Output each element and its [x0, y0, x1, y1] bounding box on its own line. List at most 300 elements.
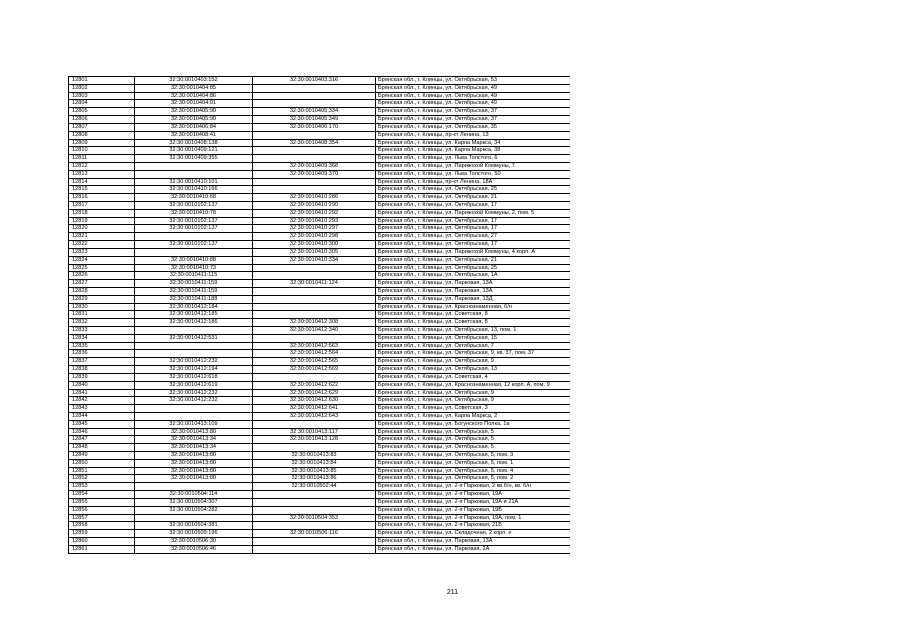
- address-cell: Брянская обл., г. Клинцы, ул. Октябрьская, 9, кв. 37, пом. 37: [376, 350, 571, 358]
- cadastral-number-land-cell: 32:30:0010504:282: [135, 506, 253, 514]
- address-cell: Брянская обл., г. Клинцы, ул. Парковая, 2А: [376, 545, 571, 553]
- row-number-cell: 12860: [69, 537, 135, 545]
- table-row: [69, 162, 571, 170]
- cadastral-number-object-cell: [253, 545, 376, 553]
- cadastral-number-land-cell: 32:30:0010405:90: [135, 108, 253, 116]
- address-cell: Брянская обл., г. Клинцы, ул. Октябрьская, 27: [376, 233, 571, 241]
- cadastral-number-object-cell: [253, 491, 376, 499]
- cadastral-number-land-cell: [135, 162, 253, 170]
- address-cell: Брянская обл., г. Клинцы, ул. Карла Маркса, 2: [376, 412, 571, 420]
- cadastral-number-land-cell: 32:30:0010410:78: [135, 209, 253, 217]
- table-row: [69, 248, 571, 256]
- table-row: [69, 155, 571, 163]
- address-cell: Брянская обл., г. Клинцы, пр-кт Ленина, 13: [376, 131, 571, 139]
- row-number-cell: 12849: [69, 452, 135, 460]
- cadastral-number-object-cell: 32:30:0010502:44: [253, 483, 376, 491]
- cadastral-number-object-cell: [253, 506, 376, 514]
- cadastral-number-object-cell: 32:30:0010410:305: [253, 248, 376, 256]
- cadastral-number-land-cell: 32:30:0010412:184: [135, 303, 253, 311]
- cadastral-number-land-cell: 32:30:0010413:34: [135, 444, 253, 452]
- address-cell: Брянская обл., г. Клинцы, ул. 2-я Парковая, 19А: [376, 491, 571, 499]
- address-cell: Брянская обл., г. Клинцы, ул. Октябрьская, 17: [376, 225, 571, 233]
- address-cell: Брянская обл., г. Клинцы, ул. Октябрьская, 9: [376, 389, 571, 397]
- table-row: [69, 225, 571, 233]
- address-cell: Брянская обл., г. Клинцы, ул. Октябрьская, 5: [376, 428, 571, 436]
- cadastral-number-land-cell: 32:30:0010413:109: [135, 420, 253, 428]
- address-cell: Брянская обл., г. Клинцы, ул. Октябрьская, 21: [376, 194, 571, 202]
- address-cell: Брянская обл., г. Клинцы, ул. 2-я Парковая, 21Б: [376, 522, 571, 530]
- row-number-cell: 12817: [69, 202, 135, 210]
- row-number-cell: 12857: [69, 514, 135, 522]
- row-number-cell: 12843: [69, 405, 135, 413]
- table-row: [69, 272, 571, 280]
- table-row: [69, 280, 571, 288]
- table-row: [69, 444, 571, 452]
- cadastral-number-object-cell: [253, 100, 376, 108]
- address-cell: Брянская обл., г. Клинцы, ул. Краснознаменная, б/н: [376, 303, 571, 311]
- address-cell: Брянская обл., г. Клинцы, ул. Октябрьская, 5, пом. 3: [376, 452, 571, 460]
- cadastral-number-land-cell: 32:30:0010408:41: [135, 131, 253, 139]
- cadastral-number-object-cell: [253, 84, 376, 92]
- cadastral-number-object-cell: 32:30:0010410:293: [253, 217, 376, 225]
- row-number-cell: 12818: [69, 209, 135, 217]
- cadastral-number-object-cell: [253, 334, 376, 342]
- table-row: [69, 412, 571, 420]
- table-row: [69, 334, 571, 342]
- registry-table-body: [69, 77, 571, 554]
- row-number-cell: 12853: [69, 483, 135, 491]
- cadastral-number-object-cell: 32:30:0010410:292: [253, 209, 376, 217]
- cadastral-number-land-cell: [135, 405, 253, 413]
- address-cell: Брянская обл., г. Клинцы, ул. Карла Маркса, 34: [376, 139, 571, 147]
- row-number-cell: 12829: [69, 295, 135, 303]
- cadastral-number-object-cell: [253, 287, 376, 295]
- table-row: [69, 452, 571, 460]
- cadastral-number-object-cell: [253, 311, 376, 319]
- cadastral-number-land-cell: 32:30:0010413:80: [135, 475, 253, 483]
- table-row: [69, 491, 571, 499]
- cadastral-number-object-cell: 32:30:0010410:297: [253, 225, 376, 233]
- table-row: [69, 514, 571, 522]
- address-cell: Брянская обл., г. Клинцы, ул. Октябрьская, 49: [376, 92, 571, 100]
- cadastral-number-land-cell: 32:30:0010102:137: [135, 225, 253, 233]
- table-row: [69, 92, 571, 100]
- table-row: [69, 498, 571, 506]
- address-cell: Брянская обл., г. Клинцы, ул. Октябрьская, 5, пом. 4: [376, 467, 571, 475]
- address-cell: Брянская обл., г. Клинцы, ул. Октябрьская, 21: [376, 256, 571, 264]
- cadastral-number-object-cell: [253, 147, 376, 155]
- row-number-cell: 12815: [69, 186, 135, 194]
- cadastral-number-object-cell: 32:30:0010413:86: [253, 475, 376, 483]
- cadastral-number-land-cell: 32:30:0010403:152: [135, 77, 253, 85]
- registry-table: [68, 76, 570, 554]
- cadastral-number-land-cell: 32:30:0010412:232: [135, 397, 253, 405]
- cadastral-number-land-cell: 32:30:0010102:137: [135, 241, 253, 249]
- table-row: [69, 186, 571, 194]
- address-cell: Брянская обл., г. Клинцы, ул. 2-я Парковая, 19А, пом. 1: [376, 514, 571, 522]
- cadastral-number-object-cell: 32:30:0010412:340: [253, 327, 376, 335]
- address-cell: Брянская обл., г. Клинцы, ул. Парижской Коммуны, 2, пом. 5: [376, 209, 571, 217]
- table-row: [69, 467, 571, 475]
- table-row: [69, 428, 571, 436]
- cadastral-number-object-cell: 32:30:0010405:334: [253, 108, 376, 116]
- cadastral-number-land-cell: 32:30:0010404:91: [135, 100, 253, 108]
- cadastral-number-object-cell: 32:30:0010409:370: [253, 170, 376, 178]
- address-cell: Брянская обл., г. Клинцы, ул. Октябрьская, 5, пом. 2: [376, 475, 571, 483]
- row-number-cell: 12837: [69, 358, 135, 366]
- cadastral-number-land-cell: 32:30:0010404:85: [135, 84, 253, 92]
- cadastral-number-land-cell: 32:30:0010411:159: [135, 287, 253, 295]
- row-number-cell: 12855: [69, 498, 135, 506]
- table-row: [69, 170, 571, 178]
- table-row: [69, 123, 571, 131]
- address-cell: Брянская обл., г. Клинцы, ул. Октябрьская, 49: [376, 100, 571, 108]
- table-row: [69, 256, 571, 264]
- cadastral-number-object-cell: 32:30:0010413:85: [253, 467, 376, 475]
- cadastral-number-object-cell: 32:30:0010405:349: [253, 116, 376, 124]
- cadastral-number-land-cell: [135, 350, 253, 358]
- row-number-cell: 12824: [69, 256, 135, 264]
- cadastral-number-object-cell: 32:30:0010412:629: [253, 389, 376, 397]
- cadastral-number-object-cell: 32:30:0010406:170: [253, 123, 376, 131]
- table-row: [69, 405, 571, 413]
- cadastral-number-object-cell: 32:30:0010412:564: [253, 350, 376, 358]
- cadastral-number-object-cell: 32:30:0010504:353: [253, 514, 376, 522]
- cadastral-number-object-cell: [253, 444, 376, 452]
- table-row: [69, 108, 571, 116]
- row-number-cell: 12831: [69, 311, 135, 319]
- row-number-cell: 12854: [69, 491, 135, 499]
- table-row: [69, 178, 571, 186]
- cadastral-number-object-cell: 32:30:0010413:128: [253, 436, 376, 444]
- row-number-cell: 12805: [69, 108, 135, 116]
- cadastral-number-object-cell: 32:30:0010410:290: [253, 202, 376, 210]
- cadastral-number-land-cell: [135, 233, 253, 241]
- address-cell: Брянская обл., г. Клинцы, ул. Парковая, 13Д: [376, 295, 571, 303]
- row-number-cell: 12838: [69, 366, 135, 374]
- cadastral-number-object-cell: 32:30:0010413:84: [253, 459, 376, 467]
- address-cell: Брянская обл., г. Клинцы, ул. Складочная, 2 корп. е: [376, 530, 571, 538]
- cadastral-number-land-cell: 32:30:0010410:73: [135, 264, 253, 272]
- row-number-cell: 12841: [69, 389, 135, 397]
- cadastral-number-object-cell: 32:30:0010413:83: [253, 452, 376, 460]
- table-row: [69, 209, 571, 217]
- cadastral-number-land-cell: [135, 412, 253, 420]
- row-number-cell: 12858: [69, 522, 135, 530]
- cadastral-number-object-cell: 32:30:0010412:641: [253, 405, 376, 413]
- table-row: [69, 366, 571, 374]
- row-number-cell: 12807: [69, 123, 135, 131]
- table-row: [69, 358, 571, 366]
- row-number-cell: 12802: [69, 84, 135, 92]
- cadastral-number-land-cell: 32:30:0010504:114: [135, 491, 253, 499]
- table-row: [69, 194, 571, 202]
- row-number-cell: 12825: [69, 264, 135, 272]
- address-cell: Брянская обл., г. Клинцы, ул. Октябрьская, 49: [376, 84, 571, 92]
- row-number-cell: 12833: [69, 327, 135, 335]
- address-cell: Брянская обл., г. Клинцы, ул. Советская, 3: [376, 405, 571, 413]
- cadastral-number-land-cell: 32:30:0010412:619: [135, 381, 253, 389]
- row-number-cell: 12808: [69, 131, 135, 139]
- cadastral-number-object-cell: [253, 272, 376, 280]
- cadastral-number-land-cell: 32:30:0010408:138: [135, 139, 253, 147]
- cadastral-number-land-cell: 32:30:0010413:80: [135, 428, 253, 436]
- row-number-cell: 12814: [69, 178, 135, 186]
- cadastral-number-land-cell: 32:30:0010412:185: [135, 311, 253, 319]
- cadastral-number-land-cell: 32:30:0010504:307: [135, 498, 253, 506]
- cadastral-number-land-cell: 32:30:0010411:159: [135, 280, 253, 288]
- cadastral-number-land-cell: [135, 327, 253, 335]
- cadastral-number-object-cell: 32:30:0010412:563: [253, 342, 376, 350]
- address-cell: Брянская обл., г. Клинцы, ул. Советская, 4: [376, 373, 571, 381]
- table-row: [69, 545, 571, 553]
- row-number-cell: 12821: [69, 233, 135, 241]
- address-cell: Брянская обл., г. Клинцы, ул. Парижской Коммуны, 4 корп. А: [376, 248, 571, 256]
- cadastral-number-object-cell: 32:30:0010410:286: [253, 194, 376, 202]
- table-row: [69, 373, 571, 381]
- row-number-cell: 12813: [69, 170, 135, 178]
- row-number-cell: 12828: [69, 287, 135, 295]
- address-cell: Брянская обл., г. Клинцы, ул. Советская, 8: [376, 319, 571, 327]
- cadastral-number-land-cell: [135, 248, 253, 256]
- row-number-cell: 12839: [69, 373, 135, 381]
- address-cell: Брянская обл., г. Клинцы, ул. Октябрьская, 5: [376, 444, 571, 452]
- address-cell: Брянская обл., г. Клинцы, ул. Октябрьская, 15: [376, 334, 571, 342]
- address-cell: Брянская обл., г. Клинцы, ул. Октябрьская, 37: [376, 108, 571, 116]
- cadastral-number-land-cell: 32:30:0010404:86: [135, 92, 253, 100]
- table-row: [69, 381, 571, 389]
- row-number-cell: 12859: [69, 530, 135, 538]
- cadastral-number-object-cell: [253, 131, 376, 139]
- registry-table-container: [68, 76, 570, 554]
- cadastral-number-land-cell: [135, 170, 253, 178]
- cadastral-number-object-cell: 32:30:0010403:316: [253, 77, 376, 85]
- row-number-cell: 12848: [69, 444, 135, 452]
- address-cell: Брянская обл., г. Клинцы, пр-кт Ленина, 18А: [376, 178, 571, 186]
- cadastral-number-land-cell: [135, 483, 253, 491]
- cadastral-number-object-cell: 32:30:0010412:569: [253, 366, 376, 374]
- table-row: [69, 311, 571, 319]
- cadastral-number-object-cell: 32:30:0010412:643: [253, 412, 376, 420]
- cadastral-number-land-cell: 32:30:0010409:121: [135, 147, 253, 155]
- cadastral-number-object-cell: [253, 186, 376, 194]
- row-number-cell: 12845: [69, 420, 135, 428]
- table-row: [69, 319, 571, 327]
- address-cell: Брянская обл., г. Клинцы, ул. 2-я Парковая, 2 кв.б/н, кв. б/н: [376, 483, 571, 491]
- cadastral-number-land-cell: 32:30:0010506:30: [135, 537, 253, 545]
- row-number-cell: 12850: [69, 459, 135, 467]
- cadastral-number-land-cell: 32:30:0010410:68: [135, 194, 253, 202]
- cadastral-number-object-cell: [253, 92, 376, 100]
- address-cell: Брянская обл., г. Клинцы, ул. Богунского Полка, 1а: [376, 420, 571, 428]
- row-number-cell: 12842: [69, 397, 135, 405]
- table-row: [69, 459, 571, 467]
- cadastral-number-land-cell: 32:30:0010506:46: [135, 545, 253, 553]
- table-row: [69, 530, 571, 538]
- cadastral-number-object-cell: [253, 155, 376, 163]
- table-row: [69, 217, 571, 225]
- row-number-cell: 12801: [69, 77, 135, 85]
- address-cell: Брянская обл., г. Клинцы, ул. Октябрьская, 25: [376, 186, 571, 194]
- cadastral-number-land-cell: 32:30:0010412:618: [135, 373, 253, 381]
- row-number-cell: 12809: [69, 139, 135, 147]
- table-row: [69, 522, 571, 530]
- row-number-cell: 12840: [69, 381, 135, 389]
- address-cell: Брянская обл., г. Клинцы, ул. Октябрьская, 9: [376, 397, 571, 405]
- address-cell: Брянская обл., г. Клинцы, ул. Льва Толстого, 6: [376, 155, 571, 163]
- cadastral-number-land-cell: 32:30:0010410:88: [135, 256, 253, 264]
- address-cell: Брянская обл., г. Клинцы, ул. Октябрьская, 7: [376, 342, 571, 350]
- table-row: [69, 139, 571, 147]
- address-cell: Брянская обл., г. Клинцы, ул. 2-я Парковая, 19А и 21А: [376, 498, 571, 506]
- row-number-cell: 12812: [69, 162, 135, 170]
- table-row: [69, 303, 571, 311]
- cadastral-number-object-cell: 32:30:0010411:124: [253, 280, 376, 288]
- cadastral-number-object-cell: [253, 420, 376, 428]
- cadastral-number-object-cell: [253, 498, 376, 506]
- cadastral-number-land-cell: 32:30:0010509:196: [135, 530, 253, 538]
- table-row: [69, 295, 571, 303]
- row-number-cell: 12804: [69, 100, 135, 108]
- table-row: [69, 327, 571, 335]
- row-number-cell: 12835: [69, 342, 135, 350]
- cadastral-number-object-cell: [253, 295, 376, 303]
- address-cell: Брянская обл., г. Клинцы, ул. Краснознаменная, 12 корп. А, пом. 9: [376, 381, 571, 389]
- row-number-cell: 12830: [69, 303, 135, 311]
- row-number-cell: 12820: [69, 225, 135, 233]
- table-row: [69, 420, 571, 428]
- cadastral-number-object-cell: 32:30:0010412:630: [253, 397, 376, 405]
- table-row: [69, 537, 571, 545]
- cadastral-number-object-cell: [253, 373, 376, 381]
- table-row: [69, 77, 571, 85]
- cadastral-number-land-cell: 32:30:0010411:188: [135, 295, 253, 303]
- row-number-cell: 12803: [69, 92, 135, 100]
- table-row: [69, 342, 571, 350]
- cadastral-number-land-cell: 32:30:0010410:166: [135, 186, 253, 194]
- table-row: [69, 147, 571, 155]
- cadastral-number-object-cell: [253, 264, 376, 272]
- row-number-cell: 12856: [69, 506, 135, 514]
- row-number-cell: 12823: [69, 248, 135, 256]
- row-number-cell: 12846: [69, 428, 135, 436]
- cadastral-number-land-cell: 32:30:0010409:355: [135, 155, 253, 163]
- address-cell: Брянская обл., г. Клинцы, ул. Октябрьская, 13: [376, 366, 571, 374]
- table-row: [69, 116, 571, 124]
- cadastral-number-object-cell: 32:30:0010410:298: [253, 233, 376, 241]
- cadastral-number-land-cell: 32:30:0010412:531: [135, 334, 253, 342]
- address-cell: Брянская обл., г. Клинцы, ул. Карла Маркса, 38: [376, 147, 571, 155]
- table-row: [69, 397, 571, 405]
- address-cell: Брянская обл., г. Клинцы, ул. Октябрьская, 1А: [376, 272, 571, 280]
- cadastral-number-object-cell: 32:30:0010413:117: [253, 428, 376, 436]
- cadastral-number-land-cell: 32:30:0010504:381: [135, 522, 253, 530]
- page-number: 211: [446, 589, 459, 596]
- row-number-cell: 12851: [69, 467, 135, 475]
- table-row: [69, 100, 571, 108]
- cadastral-number-object-cell: [253, 522, 376, 530]
- cadastral-number-land-cell: 32:30:0010413:80: [135, 459, 253, 467]
- cadastral-number-land-cell: [135, 342, 253, 350]
- cadastral-number-land-cell: 32:30:0010412:194: [135, 366, 253, 374]
- cadastral-number-land-cell: 32:30:0010411:115: [135, 272, 253, 280]
- row-number-cell: 12832: [69, 319, 135, 327]
- cadastral-number-land-cell: 32:30:0010412:186: [135, 319, 253, 327]
- address-cell: Брянская обл., г. Клинцы, ул. Парковая, 13А: [376, 280, 571, 288]
- cadastral-number-object-cell: 32:30:0010408:354: [253, 139, 376, 147]
- row-number-cell: 12819: [69, 217, 135, 225]
- row-number-cell: 12806: [69, 116, 135, 124]
- table-row: [69, 287, 571, 295]
- table-row: [69, 264, 571, 272]
- address-cell: Брянская обл., г. Клинцы, ул. Октябрьская, 9: [376, 358, 571, 366]
- cadastral-number-object-cell: 32:30:0010412:565: [253, 358, 376, 366]
- row-number-cell: 12861: [69, 545, 135, 553]
- cadastral-number-object-cell: [253, 537, 376, 545]
- table-row: [69, 389, 571, 397]
- cadastral-number-land-cell: [135, 514, 253, 522]
- row-number-cell: 12847: [69, 436, 135, 444]
- cadastral-number-land-cell: 32:30:0010102:137: [135, 217, 253, 225]
- address-cell: Брянская обл., г. Клинцы, ул. Октябрьская, 17: [376, 217, 571, 225]
- cadastral-number-land-cell: 32:30:0010412:232: [135, 389, 253, 397]
- address-cell: Брянская обл., г. Клинцы, ул. Октябрьская, 53: [376, 77, 571, 85]
- row-number-cell: 12852: [69, 475, 135, 483]
- row-number-cell: 12844: [69, 412, 135, 420]
- address-cell: Брянская обл., г. Клинцы, ул. Октябрьская, 5, пом. 1: [376, 459, 571, 467]
- row-number-cell: 12834: [69, 334, 135, 342]
- address-cell: Брянская обл., г. Клинцы, ул. Октябрьская, 17: [376, 241, 571, 249]
- address-cell: Брянская обл., г. Клинцы, ул. 2-я Парковая, 19Б: [376, 506, 571, 514]
- cadastral-number-land-cell: 32:30:0010413:34: [135, 436, 253, 444]
- cadastral-number-object-cell: 32:30:0010412:622: [253, 381, 376, 389]
- cadastral-number-object-cell: [253, 178, 376, 186]
- address-cell: Брянская обл., г. Клинцы, ул. Льва Толстого, 50: [376, 170, 571, 178]
- address-cell: Брянская обл., г. Клинцы, ул. Октябрьская, 13, пом. 1: [376, 327, 571, 335]
- row-number-cell: 12810: [69, 147, 135, 155]
- table-row: [69, 131, 571, 139]
- cadastral-number-land-cell: 32:30:0010413:80: [135, 452, 253, 460]
- address-cell: Брянская обл., г. Клинцы, ул. Советская, 8: [376, 311, 571, 319]
- cadastral-number-object-cell: 32:30:0010412:308: [253, 319, 376, 327]
- table-row: [69, 475, 571, 483]
- table-row: [69, 483, 571, 491]
- row-number-cell: 12826: [69, 272, 135, 280]
- cadastral-number-land-cell: 32:30:0010410:101: [135, 178, 253, 186]
- row-number-cell: 12836: [69, 350, 135, 358]
- address-cell: Брянская обл., г. Клинцы, ул. Октябрьская, 5: [376, 436, 571, 444]
- cadastral-number-land-cell: 32:30:0010412:232: [135, 358, 253, 366]
- address-cell: Брянская обл., г. Клинцы, ул. Парковая, 13А: [376, 287, 571, 295]
- table-row: [69, 350, 571, 358]
- row-number-cell: 12811: [69, 155, 135, 163]
- address-cell: Брянская обл., г. Клинцы, ул. Октябрьская, 17: [376, 202, 571, 210]
- cadastral-number-object-cell: [253, 303, 376, 311]
- address-cell: Брянская обл., г. Клинцы, ул. Парковая, 13А: [376, 537, 571, 545]
- cadastral-number-object-cell: 32:30:0010410:334: [253, 256, 376, 264]
- cadastral-number-land-cell: 32:30:0010102:137: [135, 202, 253, 210]
- row-number-cell: 12822: [69, 241, 135, 249]
- row-number-cell: 12827: [69, 280, 135, 288]
- table-row: [69, 506, 571, 514]
- cadastral-number-object-cell: 32:30:0010506:116: [253, 530, 376, 538]
- cadastral-number-object-cell: 32:30:0010409:368: [253, 162, 376, 170]
- address-cell: Брянская обл., г. Клинцы, ул. Октябрьская, 35: [376, 123, 571, 131]
- table-row: [69, 202, 571, 210]
- address-cell: Брянская обл., г. Клинцы, ул. Парижской Коммуны, 7: [376, 162, 571, 170]
- table-row: [69, 84, 571, 92]
- cadastral-number-land-cell: 32:30:0010406:84: [135, 123, 253, 131]
